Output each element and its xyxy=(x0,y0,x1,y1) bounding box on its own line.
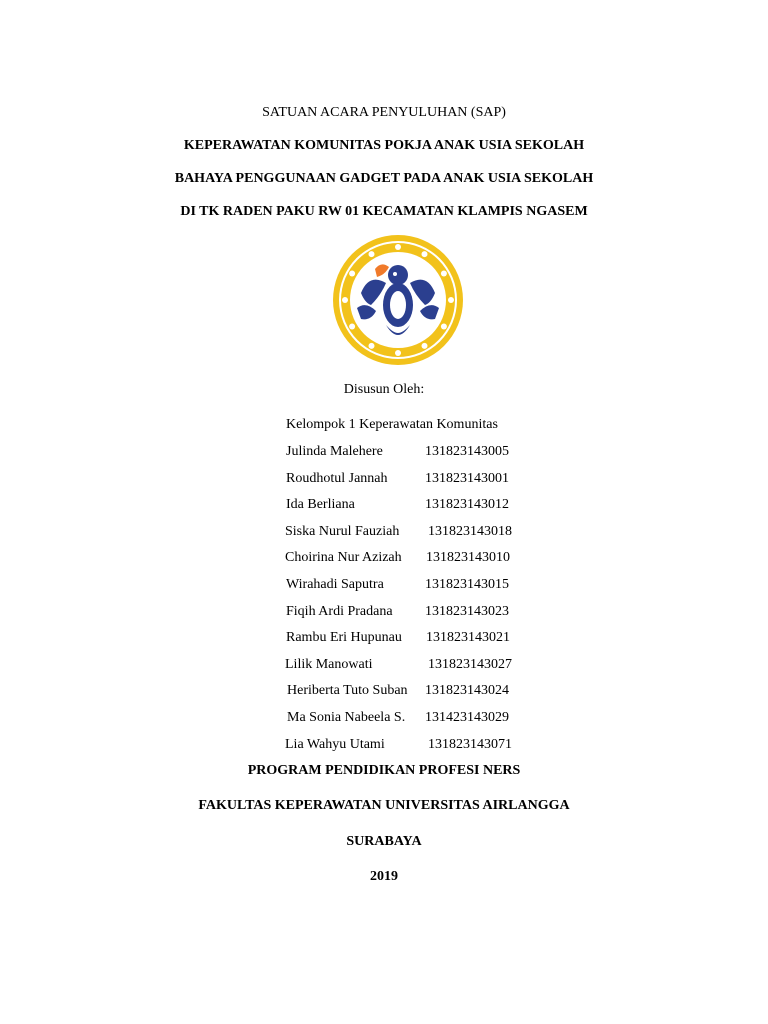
member-row xyxy=(0,470,768,488)
document-subtitle-location: DI TK RADEN PAKU RW 01 KECAMATAN KLAMPIS NGASEM xyxy=(180,204,588,219)
member-nim: 131823143071 xyxy=(428,737,512,752)
member-name: Ma Sonia Nabeela S. xyxy=(287,710,406,725)
year: 2019 xyxy=(370,869,398,884)
faculty-name: FAKULTAS KEPERAWATAN UNIVERSITAS AIRLANGGA xyxy=(198,798,570,813)
member-nim: 131823143024 xyxy=(425,683,509,698)
member-nim: 131823143023 xyxy=(425,604,509,619)
member-row xyxy=(0,736,768,754)
member-nim: 131823143027 xyxy=(428,657,512,672)
prepared-by-label: Disusun Oleh: xyxy=(343,382,425,397)
program-name: PROGRAM PENDIDIKAN PROFESI NERS xyxy=(247,763,521,778)
member-nim: 131823143015 xyxy=(425,577,509,592)
member-nim: 131423143029 xyxy=(425,710,509,725)
member-name: Rambu Eri Hupunau xyxy=(286,630,402,645)
member-nim: 131823143001 xyxy=(425,471,509,486)
member-name: Siska Nurul Fauziah xyxy=(285,524,400,539)
member-name: Wirahadi Saputra xyxy=(286,577,384,592)
member-row xyxy=(0,603,768,621)
member-nim: 131823143010 xyxy=(426,550,510,565)
member-row xyxy=(0,443,768,461)
member-row xyxy=(0,576,768,594)
member-name: Julinda Malehere xyxy=(286,444,383,459)
member-nim: 131823143021 xyxy=(426,630,510,645)
member-row xyxy=(0,656,768,674)
member-name: Heriberta Tuto Suban xyxy=(287,683,408,698)
member-name: Lia Wahyu Utami xyxy=(285,737,385,752)
member-nim: 131823143005 xyxy=(425,444,509,459)
member-row xyxy=(0,629,768,647)
document-title: SATUAN ACARA PENYULUHAN (SAP) xyxy=(262,105,506,120)
city-name: SURABAYA xyxy=(346,834,422,849)
member-row xyxy=(0,549,768,567)
member-row xyxy=(0,523,768,541)
member-row xyxy=(0,709,768,727)
member-name: Choirina Nur Azizah xyxy=(285,550,402,565)
member-row xyxy=(0,682,768,700)
member-name: Lilik Manowati xyxy=(285,657,373,672)
member-name: Roudhotul Jannah xyxy=(286,471,388,486)
group-label: Kelompok 1 Keperawatan Komunitas xyxy=(286,417,498,432)
document-subtitle-program: KEPERAWATAN KOMUNITAS POKJA ANAK USIA SEKOLAH xyxy=(183,138,585,153)
member-nim: 131823143018 xyxy=(428,524,512,539)
member-row xyxy=(0,496,768,514)
university-seal-icon xyxy=(331,233,465,367)
member-name: Fiqih Ardi Pradana xyxy=(286,604,393,619)
document-subtitle-topic: BAHAYA PENGGUNAAN GADGET PADA ANAK USIA SEKOLAH xyxy=(174,171,594,186)
member-name: Ida Berliana xyxy=(286,497,355,512)
member-nim: 131823143012 xyxy=(425,497,509,512)
